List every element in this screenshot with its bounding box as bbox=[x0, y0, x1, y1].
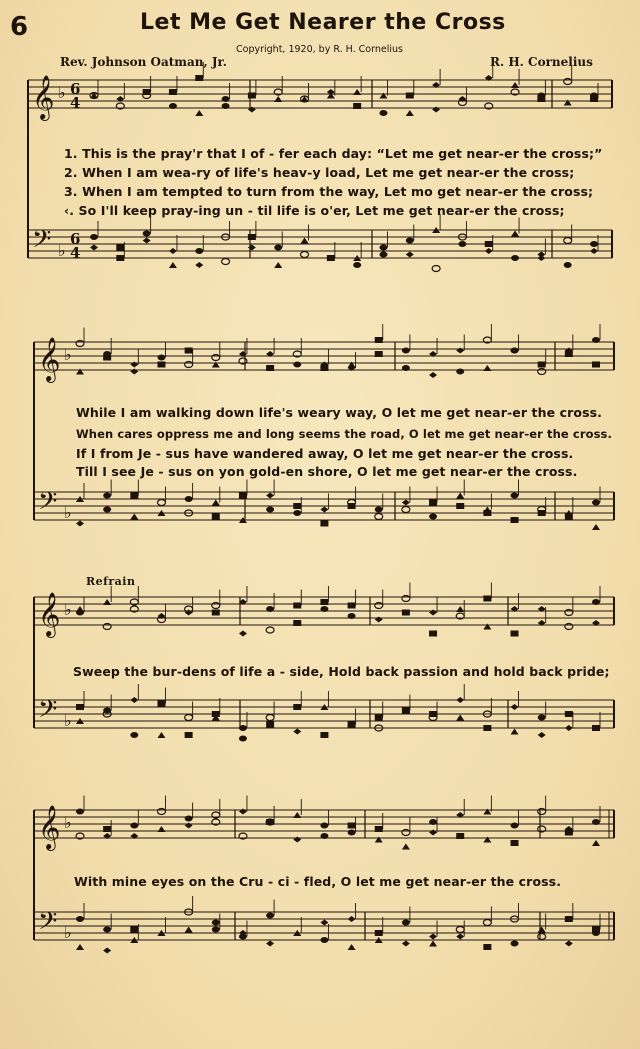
note-head bbox=[402, 596, 410, 602]
note-head bbox=[293, 812, 301, 818]
note-head bbox=[379, 110, 387, 116]
note-head bbox=[274, 96, 282, 102]
note-head bbox=[212, 603, 220, 609]
note-head bbox=[320, 823, 328, 829]
note-head bbox=[348, 503, 356, 509]
note-head bbox=[429, 610, 437, 616]
note-head bbox=[293, 503, 301, 509]
note-head bbox=[483, 837, 491, 843]
flat-sign-icon: ♭ bbox=[64, 600, 72, 619]
note-head bbox=[564, 79, 572, 85]
note-head bbox=[169, 248, 177, 254]
note-head bbox=[348, 944, 356, 950]
hymn-title: Let Me Get Nearer the Cross bbox=[140, 10, 506, 35]
time-signature-top: 6 bbox=[70, 230, 81, 248]
verse-3-line-2: If I from Je - sus have wandered away, O let me get near-er the cross. bbox=[76, 446, 574, 461]
note-head bbox=[293, 729, 301, 735]
note-head bbox=[212, 920, 220, 926]
note-head bbox=[348, 603, 356, 609]
note-head bbox=[429, 830, 437, 836]
note-head bbox=[402, 365, 410, 371]
note-head bbox=[266, 913, 274, 919]
note-head bbox=[76, 521, 84, 527]
note-head bbox=[222, 259, 230, 265]
note-head bbox=[511, 231, 519, 237]
note-head bbox=[239, 736, 247, 742]
note-head bbox=[320, 599, 328, 605]
note-head bbox=[320, 920, 328, 926]
note-head bbox=[116, 255, 124, 261]
note-head bbox=[432, 107, 440, 113]
note-head bbox=[103, 355, 111, 361]
refrain-label: Refrain bbox=[86, 575, 136, 588]
note-head bbox=[538, 715, 546, 721]
verse-2-line-1: 2. When I am wea-ry of life's heav-y load, Let me get near-er the cross; bbox=[64, 165, 575, 180]
note-head bbox=[320, 521, 328, 527]
note-head bbox=[130, 927, 138, 933]
note-head bbox=[76, 944, 84, 950]
note-head bbox=[565, 610, 573, 616]
note-head bbox=[537, 255, 545, 261]
note-head bbox=[212, 362, 220, 368]
time-signature-bottom: 4 bbox=[70, 244, 81, 262]
note-head bbox=[266, 715, 274, 721]
note-head bbox=[375, 603, 383, 609]
note-head bbox=[130, 369, 138, 375]
note-head bbox=[239, 493, 247, 499]
note-head bbox=[103, 826, 111, 832]
note-head bbox=[103, 507, 111, 513]
note-head bbox=[538, 362, 546, 368]
note-head bbox=[90, 245, 98, 251]
note-head bbox=[537, 96, 545, 102]
bass-clef-icon: 𝄢 bbox=[38, 907, 58, 942]
note-head bbox=[592, 840, 600, 846]
note-head bbox=[565, 725, 573, 731]
note-head bbox=[76, 341, 84, 347]
note-head bbox=[375, 826, 383, 832]
note-head bbox=[538, 732, 546, 738]
note-head bbox=[185, 348, 193, 354]
note-head bbox=[511, 82, 519, 88]
note-head bbox=[592, 599, 600, 605]
note-head bbox=[379, 245, 387, 251]
note-head bbox=[239, 725, 247, 731]
note-head bbox=[185, 823, 193, 829]
note-head bbox=[212, 514, 220, 520]
note-head bbox=[157, 826, 165, 832]
note-head bbox=[103, 493, 111, 499]
note-head bbox=[511, 840, 519, 846]
note-head bbox=[76, 704, 84, 710]
note-head bbox=[511, 255, 519, 261]
note-head bbox=[402, 610, 410, 616]
note-head bbox=[293, 510, 301, 516]
note-head bbox=[402, 830, 410, 836]
note-head bbox=[185, 732, 193, 738]
note-head bbox=[483, 596, 491, 602]
note-head bbox=[406, 93, 414, 99]
flat-sign-icon: ♭ bbox=[58, 241, 66, 260]
note-head bbox=[157, 355, 165, 361]
note-head bbox=[274, 262, 282, 268]
note-head bbox=[375, 514, 383, 520]
note-head bbox=[375, 617, 383, 623]
note-head bbox=[320, 732, 328, 738]
flat-sign-icon: ♭ bbox=[64, 503, 72, 522]
note-head bbox=[402, 844, 410, 850]
note-head bbox=[195, 75, 203, 81]
flat-sign-icon: ♭ bbox=[64, 711, 72, 730]
note-head bbox=[456, 697, 464, 703]
note-head bbox=[511, 348, 519, 354]
note-head bbox=[456, 606, 464, 612]
note-head bbox=[483, 365, 491, 371]
copyright-notice: Copyright, 1920, by R. H. Cornelius bbox=[236, 44, 403, 55]
verse-2-line-2: When cares oppress me and long seems the road, O let me get near-er the cross. bbox=[76, 427, 612, 441]
note-head bbox=[353, 103, 361, 109]
note-head bbox=[429, 819, 437, 825]
note-head bbox=[456, 934, 464, 940]
note-head bbox=[458, 241, 466, 247]
bass-clef-icon: 𝄢 bbox=[38, 487, 58, 522]
note-head bbox=[301, 238, 309, 244]
note-head bbox=[402, 920, 410, 926]
note-head bbox=[130, 732, 138, 738]
verse-1-line-2: While I am walking down life's weary way, O let me get near-er the cross. bbox=[76, 405, 603, 420]
treble-clef-icon: 𝄞 bbox=[32, 75, 55, 119]
note-head bbox=[222, 96, 230, 102]
note-head bbox=[592, 337, 600, 343]
note-head bbox=[485, 241, 493, 247]
note-head bbox=[456, 833, 464, 839]
flat-sign-icon: ♭ bbox=[64, 923, 72, 942]
note-head bbox=[348, 916, 356, 922]
note-head bbox=[483, 624, 491, 630]
note-head bbox=[248, 93, 256, 99]
note-head bbox=[511, 729, 519, 735]
note-head bbox=[429, 941, 437, 947]
treble-clef-icon: 𝄞 bbox=[38, 592, 61, 636]
page-number: 6 bbox=[10, 12, 29, 42]
note-head bbox=[185, 362, 193, 368]
treble-clef-icon: 𝄞 bbox=[38, 337, 61, 381]
note-head bbox=[293, 837, 301, 843]
note-head bbox=[320, 365, 328, 371]
note-head bbox=[511, 517, 519, 523]
note-head bbox=[564, 262, 572, 268]
note-head bbox=[76, 916, 84, 922]
note-head bbox=[456, 348, 464, 354]
note-head bbox=[483, 725, 491, 731]
flat-sign-icon: ♭ bbox=[58, 83, 66, 102]
note-head bbox=[348, 823, 356, 829]
note-head bbox=[157, 362, 165, 368]
verse-1-line-1: 1. This is the pray'r that I of - fer each day: “Let me get near-er the cross;” bbox=[64, 146, 603, 161]
note-head bbox=[538, 369, 546, 375]
note-head bbox=[320, 606, 328, 612]
note-head bbox=[511, 704, 519, 710]
refrain-line-2: With mine eyes on the Cru - ci - fled, O let me get near-er the cross. bbox=[74, 874, 562, 889]
note-head bbox=[375, 837, 383, 843]
note-head bbox=[592, 500, 600, 506]
note-head bbox=[348, 613, 356, 619]
note-head bbox=[375, 715, 383, 721]
note-head bbox=[169, 89, 177, 95]
note-head bbox=[248, 107, 256, 113]
note-head bbox=[76, 809, 84, 815]
note-head bbox=[565, 941, 573, 947]
time-signature-bottom: 4 bbox=[70, 94, 81, 112]
note-head bbox=[222, 103, 230, 109]
note-head bbox=[429, 372, 437, 378]
note-head bbox=[564, 100, 572, 106]
note-head bbox=[320, 507, 328, 513]
verse-4-line-1: ‹. So I'll keep pray-ing un - til life is o'er, Let me get near-er the cross; bbox=[64, 203, 565, 218]
note-head bbox=[432, 266, 440, 272]
verse-4-line-2: Till I see Je - sus on yon gold-en shore, O let me get near-er the cross. bbox=[76, 464, 578, 479]
note-head bbox=[195, 248, 203, 254]
note-head bbox=[157, 732, 165, 738]
note-head bbox=[375, 337, 383, 343]
note-head bbox=[592, 362, 600, 368]
note-head bbox=[402, 941, 410, 947]
note-head bbox=[483, 809, 491, 815]
note-head bbox=[565, 351, 573, 357]
note-head bbox=[212, 500, 220, 506]
note-head bbox=[565, 711, 573, 717]
note-head bbox=[592, 725, 600, 731]
note-head bbox=[456, 493, 464, 499]
note-head bbox=[429, 514, 437, 520]
note-head bbox=[266, 819, 274, 825]
note-head bbox=[590, 248, 598, 254]
note-head bbox=[212, 355, 220, 361]
note-head bbox=[375, 930, 383, 936]
composer-credit: R. H. Cornelius bbox=[490, 55, 593, 69]
note-head bbox=[429, 711, 437, 717]
note-head bbox=[185, 715, 193, 721]
verse-3-line-1: 3. When I am tempted to turn from the way, Let mo get near-er the cross; bbox=[64, 184, 594, 199]
note-head bbox=[266, 722, 274, 728]
note-head bbox=[429, 934, 437, 940]
note-head bbox=[169, 262, 177, 268]
note-head bbox=[353, 262, 361, 268]
note-head bbox=[511, 941, 519, 947]
note-head bbox=[592, 930, 600, 936]
note-head bbox=[195, 262, 203, 268]
note-head bbox=[348, 362, 356, 368]
note-head bbox=[90, 234, 98, 240]
refrain-line-1: Sweep the bur-dens of life a - side, Hold back passion and hold back pride; bbox=[73, 664, 610, 679]
note-head bbox=[130, 823, 138, 829]
note-head bbox=[592, 524, 600, 530]
note-head bbox=[143, 231, 151, 237]
note-head bbox=[402, 708, 410, 714]
note-head bbox=[511, 823, 519, 829]
note-head bbox=[348, 830, 356, 836]
note-head bbox=[266, 606, 274, 612]
note-head bbox=[248, 245, 256, 251]
note-head bbox=[266, 627, 274, 633]
note-head bbox=[293, 362, 301, 368]
note-head bbox=[429, 500, 437, 506]
treble-clef-icon: 𝄞 bbox=[38, 805, 61, 849]
note-head bbox=[130, 697, 138, 703]
note-head bbox=[116, 245, 124, 251]
note-head bbox=[565, 624, 573, 630]
note-head bbox=[456, 715, 464, 721]
note-head bbox=[483, 920, 491, 926]
note-head bbox=[538, 809, 546, 815]
note-head bbox=[483, 510, 491, 516]
note-head bbox=[293, 704, 301, 710]
note-head bbox=[456, 369, 464, 375]
note-head bbox=[157, 809, 165, 815]
note-head bbox=[402, 500, 410, 506]
note-head bbox=[266, 941, 274, 947]
note-head bbox=[157, 701, 165, 707]
note-head bbox=[76, 369, 84, 375]
note-head bbox=[130, 362, 138, 368]
note-head bbox=[130, 493, 138, 499]
note-head bbox=[565, 514, 573, 520]
note-head bbox=[185, 816, 193, 822]
note-head bbox=[402, 507, 410, 513]
bass-clef-icon: 𝄢 bbox=[32, 225, 52, 260]
note-head bbox=[293, 603, 301, 609]
note-head bbox=[406, 252, 414, 258]
note-head bbox=[456, 927, 464, 933]
note-head bbox=[130, 514, 138, 520]
flat-sign-icon: ♭ bbox=[64, 813, 72, 832]
note-head bbox=[375, 351, 383, 357]
note-head bbox=[538, 934, 546, 940]
note-head bbox=[590, 241, 598, 247]
note-head bbox=[565, 916, 573, 922]
note-head bbox=[379, 93, 387, 99]
note-head bbox=[375, 507, 383, 513]
time-signature-top: 6 bbox=[70, 80, 81, 98]
note-head bbox=[511, 631, 519, 637]
lyricist-credit: Rev. Johnson Oatman, Jr. bbox=[60, 55, 227, 69]
note-head bbox=[185, 496, 193, 502]
note-head bbox=[103, 624, 111, 630]
note-head bbox=[248, 234, 256, 240]
note-head bbox=[429, 631, 437, 637]
note-head bbox=[76, 606, 84, 612]
note-head bbox=[564, 238, 572, 244]
flat-sign-icon: ♭ bbox=[64, 345, 72, 364]
note-head bbox=[483, 944, 491, 950]
note-head bbox=[590, 93, 598, 99]
note-head bbox=[402, 348, 410, 354]
note-head bbox=[103, 948, 111, 954]
note-head bbox=[266, 493, 274, 499]
note-head bbox=[103, 927, 111, 933]
note-head bbox=[169, 103, 177, 109]
note-head bbox=[293, 620, 301, 626]
note-head bbox=[406, 110, 414, 116]
note-head bbox=[157, 500, 165, 506]
note-head bbox=[103, 599, 111, 605]
note-head bbox=[485, 248, 493, 254]
note-head bbox=[274, 245, 282, 251]
note-head bbox=[456, 503, 464, 509]
note-head bbox=[353, 89, 361, 95]
note-head bbox=[511, 493, 519, 499]
note-head bbox=[406, 238, 414, 244]
note-head bbox=[327, 255, 335, 261]
note-head bbox=[239, 631, 247, 637]
bass-clef-icon: 𝄢 bbox=[38, 695, 58, 730]
note-head bbox=[301, 252, 309, 258]
note-head bbox=[320, 937, 328, 943]
note-head bbox=[379, 252, 387, 258]
note-head bbox=[592, 819, 600, 825]
note-head bbox=[538, 927, 546, 933]
note-head bbox=[320, 833, 328, 839]
note-head bbox=[239, 809, 247, 815]
note-head bbox=[212, 610, 220, 616]
note-head bbox=[195, 110, 203, 116]
note-head bbox=[212, 927, 220, 933]
note-head bbox=[266, 507, 274, 513]
note-head bbox=[185, 927, 193, 933]
note-head bbox=[143, 238, 151, 244]
note-head bbox=[266, 365, 274, 371]
